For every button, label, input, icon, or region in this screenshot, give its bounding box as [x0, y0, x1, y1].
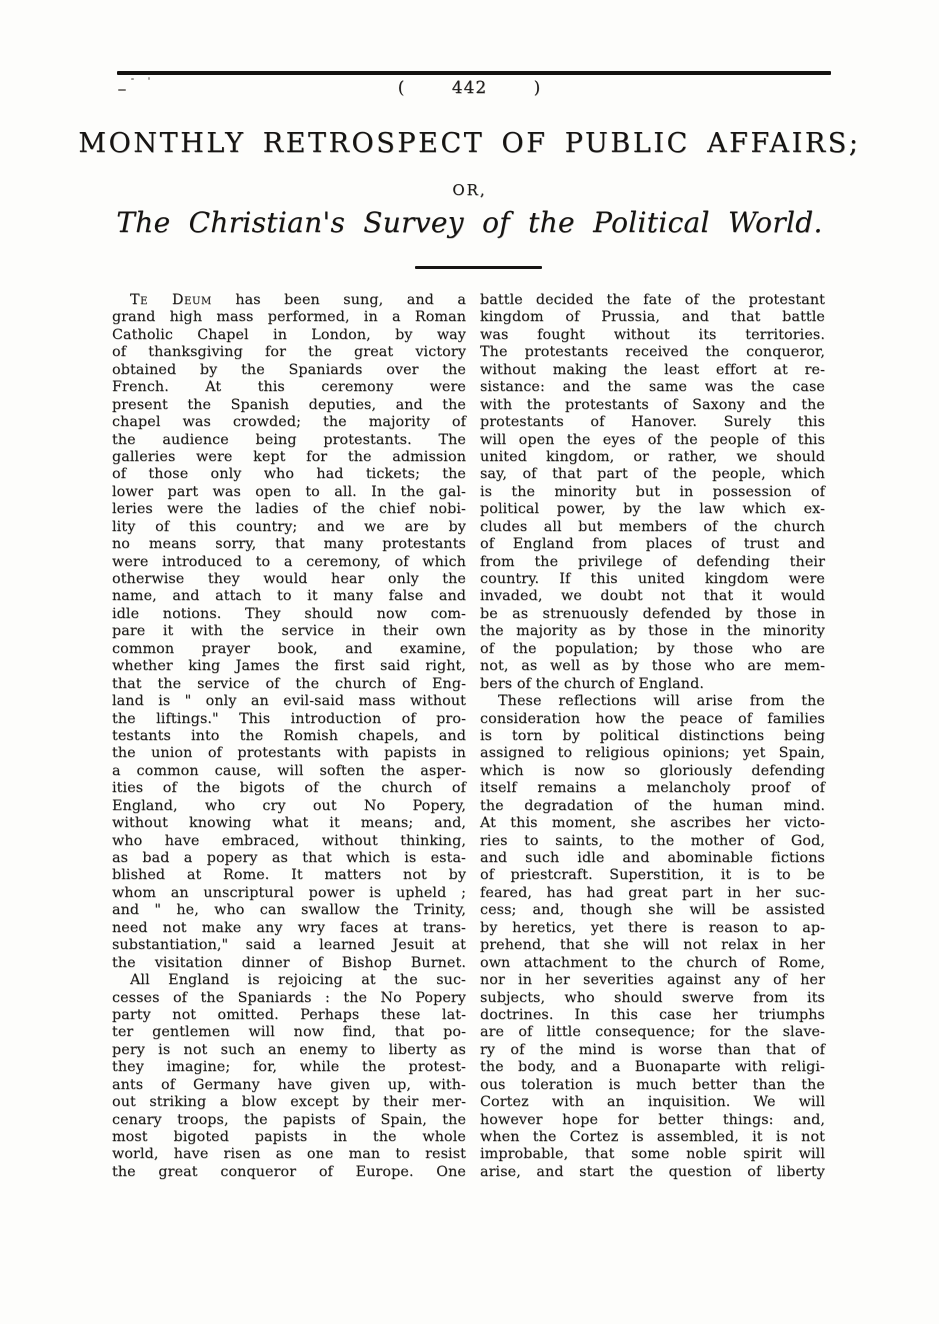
- text-line: battle decided the fate of the protestant: [480, 292, 825, 308]
- text-line: At this moment, she ascribes her victo-: [480, 815, 825, 832]
- text-line: a common cause, will soften the asper-: [112, 762, 466, 779]
- text-line: and " he, who can swallow the Trinity,: [112, 902, 466, 919]
- text-line: These reflections will arise from the: [498, 693, 825, 710]
- title-or-label: OR,: [452, 181, 487, 199]
- text-line: no means sorry, that many protestants: [112, 536, 466, 553]
- body-columns: [112, 292, 825, 1181]
- header-rule: [117, 71, 831, 75]
- text-line: party not omitted. Perhaps these lat-: [112, 1006, 466, 1023]
- text-line: chapel was crowded; the majority of: [112, 414, 466, 431]
- text-line: of thanksgiving for the great victory: [112, 344, 466, 361]
- smallcaps-text: Te Deum: [130, 292, 212, 308]
- text-line: pery is not such an enemy to liberty as: [112, 1041, 466, 1058]
- text-line: pare it with the service in their own: [112, 623, 466, 640]
- text-line: blished at Rome. It matters not by: [112, 867, 466, 884]
- text-line: of the population; by those who are: [480, 640, 825, 657]
- text-line: ter gentlemen will now find, that po-: [112, 1024, 466, 1041]
- text-line: Cortez with an inquisition. We will: [480, 1094, 825, 1111]
- text-line: whether king James the first said right,: [112, 658, 466, 675]
- text-line: not, as well as by those who are mem-: [480, 658, 825, 675]
- text-line: however hope for better things: and,: [480, 1111, 825, 1128]
- text-line: [112, 292, 466, 309]
- text-line: own attachment to the church of Rome,: [480, 954, 825, 971]
- text-line: consideration how the peace of families: [480, 710, 825, 727]
- text-line: The protestants received the conqueror,: [480, 344, 825, 361]
- text-line: ry of the mind is worse than that of: [480, 1041, 825, 1058]
- text-line: ries to saints, to the mother of God,: [480, 832, 825, 849]
- text-line: otherwise they would hear only the: [112, 571, 466, 587]
- text-line: improbable, that some noble spirit will: [480, 1146, 825, 1163]
- text-line: cess; and, though she will be assisted: [480, 902, 825, 919]
- text-line: name, and attach to it many false and: [112, 588, 466, 605]
- text-line: prehend, that she will not relax in her: [480, 937, 825, 954]
- text-line: who have embraced, without thinking,: [112, 832, 466, 849]
- text-line: nor in her severities against any of her: [480, 972, 825, 989]
- section-divider-rule: [415, 266, 542, 269]
- text-line: French. At this ceremony were: [112, 379, 466, 396]
- text-line: substantiation," said a learned Jesuit at: [112, 937, 466, 954]
- text-line: without knowing what it means; and,: [112, 815, 466, 832]
- page-title: MONTHLY RETROSPECT OF PUBLIC AFFAIRS;: [78, 128, 861, 159]
- text-line: when the Cortez is assembled, it is not: [480, 1129, 825, 1145]
- text-line: leries were the ladies of the chief nobi-: [112, 501, 466, 518]
- text-line: present the Spanish deputies, and the: [112, 396, 466, 413]
- text-line: as bad a popery as that which is esta-: [112, 850, 466, 866]
- text-line: feared, has had great part in her suc-: [480, 884, 825, 901]
- text-line: is the minority but in possession of: [480, 483, 825, 500]
- text-line: were introduced to a ceremony, of which: [112, 553, 466, 570]
- text-line: England, who cry out No Popery,: [112, 797, 466, 814]
- text-line: the great conqueror of Europe. One: [112, 1163, 466, 1180]
- text-line: common prayer book, and examine,: [112, 640, 466, 657]
- text-line: of England from places of trust and: [480, 536, 825, 553]
- text-segment: has been sung, and a: [211, 292, 467, 308]
- text-line: assigned to religious opinions; yet Spain,: [480, 745, 825, 762]
- text-line: protestants of Hanover. Surely this: [480, 414, 825, 431]
- text-line: the audience being protestants. The: [112, 431, 466, 448]
- text-line: the visitation dinner of Bishop Burnet.: [112, 954, 466, 971]
- text-line: the majority as by those in the minority: [480, 623, 825, 640]
- text-line: be as strenuously defended by those in: [480, 605, 825, 622]
- text-line: land is " only an evil-said mass without: [112, 693, 466, 710]
- text-line: galleries were kept for the admission: [112, 448, 466, 465]
- text-line: arise, and start the question of liberty: [480, 1163, 825, 1180]
- text-line: without making the least effort at re-: [480, 361, 825, 378]
- text-line: cenary troops, the papists of Spain, the: [112, 1111, 466, 1128]
- text-line: with the protestants of Saxony and the: [480, 396, 825, 413]
- text-line: out striking a blow except by their mer-: [112, 1094, 466, 1111]
- text-line: world, have risen as one man to resist: [112, 1146, 466, 1163]
- text-line: need not make any wry faces at trans-: [112, 919, 466, 936]
- text-line: sistance: and the same was the case: [480, 379, 825, 396]
- text-line: subjects, who should swerve from its: [480, 989, 825, 1006]
- column-left: [112, 292, 466, 1181]
- text-line: will open the eyes of the people of this: [480, 431, 825, 448]
- text-line: ants of Germany have given up, with-: [112, 1076, 466, 1093]
- text-line: and such idle and abominable fictions: [480, 850, 825, 866]
- text-line: are of little consequence; for the slave-: [480, 1024, 825, 1041]
- text-line: was fought without its territories.: [480, 326, 825, 343]
- text-line: ous toleration is much better than the: [480, 1076, 825, 1093]
- text-line: itself remains a melancholy proof of: [480, 780, 825, 797]
- text-line: cesses of the Spaniards : the No Popery: [112, 989, 466, 1006]
- text-line: political power, by the law which ex-: [480, 501, 825, 518]
- text-line: united kingdom, or rather, we should: [480, 448, 825, 465]
- text-line: that the service of the church of Eng-: [112, 675, 466, 692]
- text-line: the degradation of the human mind.: [480, 797, 825, 814]
- text-line: All England is rejoicing at the suc-: [130, 972, 466, 989]
- text-line: lity of this country; and we are by: [112, 518, 466, 535]
- text-line: the liftings." This introduction of pro-: [112, 710, 466, 727]
- text-line: lower part was open to all. In the gal-: [112, 483, 466, 500]
- text-line: of those only who had tickets; the: [112, 466, 466, 483]
- text-line: idle notions. They should now com-: [112, 605, 466, 622]
- text-line: grand high mass performed, in a Roman: [112, 309, 466, 326]
- text-line: the union of protestants with papists in: [112, 745, 466, 762]
- text-line: of priestcraft. Superstition, it is to be: [480, 867, 825, 884]
- text-line: obtained by the Spaniards over the: [112, 361, 466, 378]
- text-line: which is now so gloriously defending: [480, 762, 825, 779]
- text-line: whom an unscriptural power is upheld ;: [112, 884, 466, 901]
- page-subtitle: The Christian's Survey of the Political World.: [116, 206, 823, 239]
- text-line: Catholic Chapel in London, by way: [112, 326, 466, 343]
- text-line: is torn by political distinctions being: [480, 727, 825, 744]
- text-line: doctrines. In this case her triumphs: [480, 1006, 825, 1023]
- text-line: kingdom of Prussia, and that battle: [480, 309, 825, 326]
- text-line: bers of the church of England.: [480, 675, 704, 692]
- text-line: say, of that part of the people, which: [480, 466, 825, 483]
- text-line: from the privilege of defending their: [480, 553, 825, 570]
- text-line: testants into the Romish chapels, and: [112, 727, 466, 744]
- text-line: by heretics, yet there is reason to ap-: [480, 919, 825, 936]
- page-number: ( 442 ): [397, 78, 542, 98]
- column-right: [480, 292, 825, 1181]
- text-line: country. If this united kingdom were: [480, 571, 825, 587]
- text-line: invaded, we doubt not that it would: [480, 588, 825, 605]
- text-line: ities of the bigots of the church of: [112, 780, 466, 797]
- text-line: they imagine; for, while the protest-: [112, 1059, 466, 1076]
- text-line: most bigoted papists in the whole: [112, 1129, 466, 1145]
- text-line: the body, and a Buonaparte with religi-: [480, 1059, 825, 1076]
- text-line: cludes all but members of the church: [480, 518, 825, 535]
